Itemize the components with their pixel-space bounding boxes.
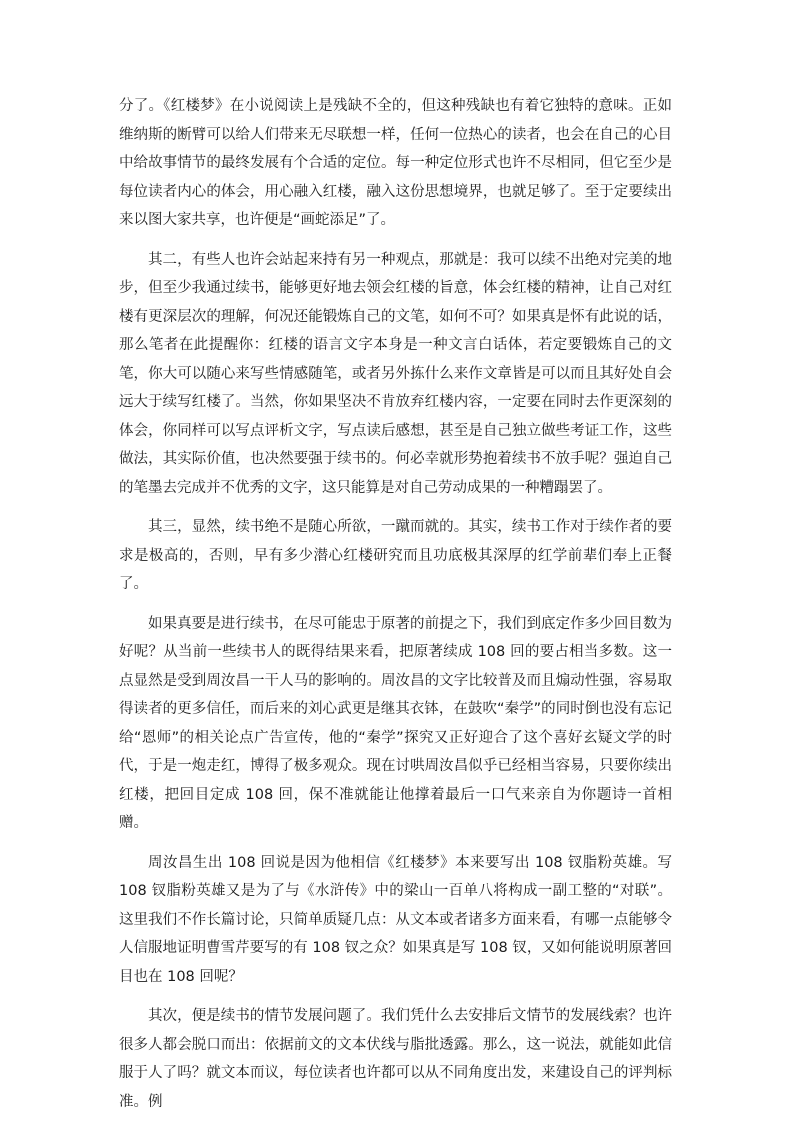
paragraph-2: 其二，有些人也许会站起来持有另一种观点，那就是：我可以续不出绝对完美的地步，但至少我通过续书，能够更好地去领会红楼的旨意，体会红楼的精神，让自己对红楼有更深层次的理解，何况还能锻炼自己的文笔，如何不可？如果真是怀有此说的话，那么笔者在此提醒你：红楼的语言文字本身是一种文言白话体，若定要锻炼自己的文笔，你大可以随心来写些情感随笔，或者另外拣什么来作文章皆是可以而且其好处自会远大于续写红楼了。当然，你如果坚决不肯放弃红楼内容，一定要在同时去作更深刻的体会，你同样可以写点评析文字，写点读后感想，甚至是自己独立做些考证工作，这些做法，其实际价值，也决然要强于续书的。何必幸就形势抱着续书不放手呢？强迫自己的笔墨去完成并不优秀的文字，这只能算是对自己劳动成果的一种糟蹋罢了。 — [119, 251, 672, 496]
paragraph-6: 其次，便是续书的情节发展问题了。我们凭什么去安排后文情节的发展线索？也许很多人都会脱口而出：依据前文的文本伏线与脂批透露。那么，这一说法，就能如此信服于人了吗？就文本而议，每位读者也许都可以从不同角度出发，来建设自己的评判标准。例 — [119, 1008, 672, 1110]
paragraph-3: 其三，显然，续书绝不是随心所欲，一蹴而就的。其实，续书工作对于续作者的要求是极高的，否则，早有多少潜心红楼研究而且功底极其深厚的红学前辈们奉上正餐了。 — [119, 519, 672, 592]
paragraph-4: 如果真要是进行续书，在尽可能忠于原著的前提之下，我们到底定作多少回目数为好呢？从当前一些续书人的既得结果来看，把原著续成 108 回的要占相当多数。这一点显然是受到周汝昌一干人马的影响的。周汝昌的文字比较普及而且煽动性强，容易取得读者的更多信任，而后来的刘心武更是继其衣钵，在鼓吹“秦学”的同时倒也没有忘记给“恩师”的相关论点广告宣传，他的“秦学”探究又正好迎合了这个喜好玄疑文学的时代，于是一炮走红，博得了极多观众。现在讨哄周汝昌似乎已经相当容易，只要你续出红楼，把回目定成 108 回，保不准就能让他撑着最后一口气来亲自为你题诗一首相赠。 — [119, 615, 672, 831]
paragraph-1: 分了。《红楼梦》在小说阅读上是残缺不全的，但这种残缺也有着它独特的意味。正如维纳斯的断臂可以给人们带来无尽联想一样，任何一位热心的读者，也会在自己的心目中给故事情节的最终发展有个合适的定位。每一种定位形式也许不尽相同，但它至少是每位读者内心的体会，用心融入红楼，融入这份思想境界，也就足够了。至于定要续出来以图大家共享，也许便是“画蛇添足”了。 — [119, 98, 672, 228]
document-page — [119, 92, 672, 1127]
paragraph-5: 周汝昌生出 108 回说是因为他相信《红楼梦》本来要写出 108 钗脂粉英雄。写 108 钗脂粉英雄又是为了与《水浒传》中的梁山一百单八将构成一副工整的“对联”。这里我们不作长篇讨论，只简单质疑几点：从文本或者诸多方面来看，有哪一点能够令人信服地证明曹雪芹要写的有 108 钗之众？如果真是写 108 钗，又如何能说明原著回目也在 108 回呢？ — [119, 854, 672, 985]
